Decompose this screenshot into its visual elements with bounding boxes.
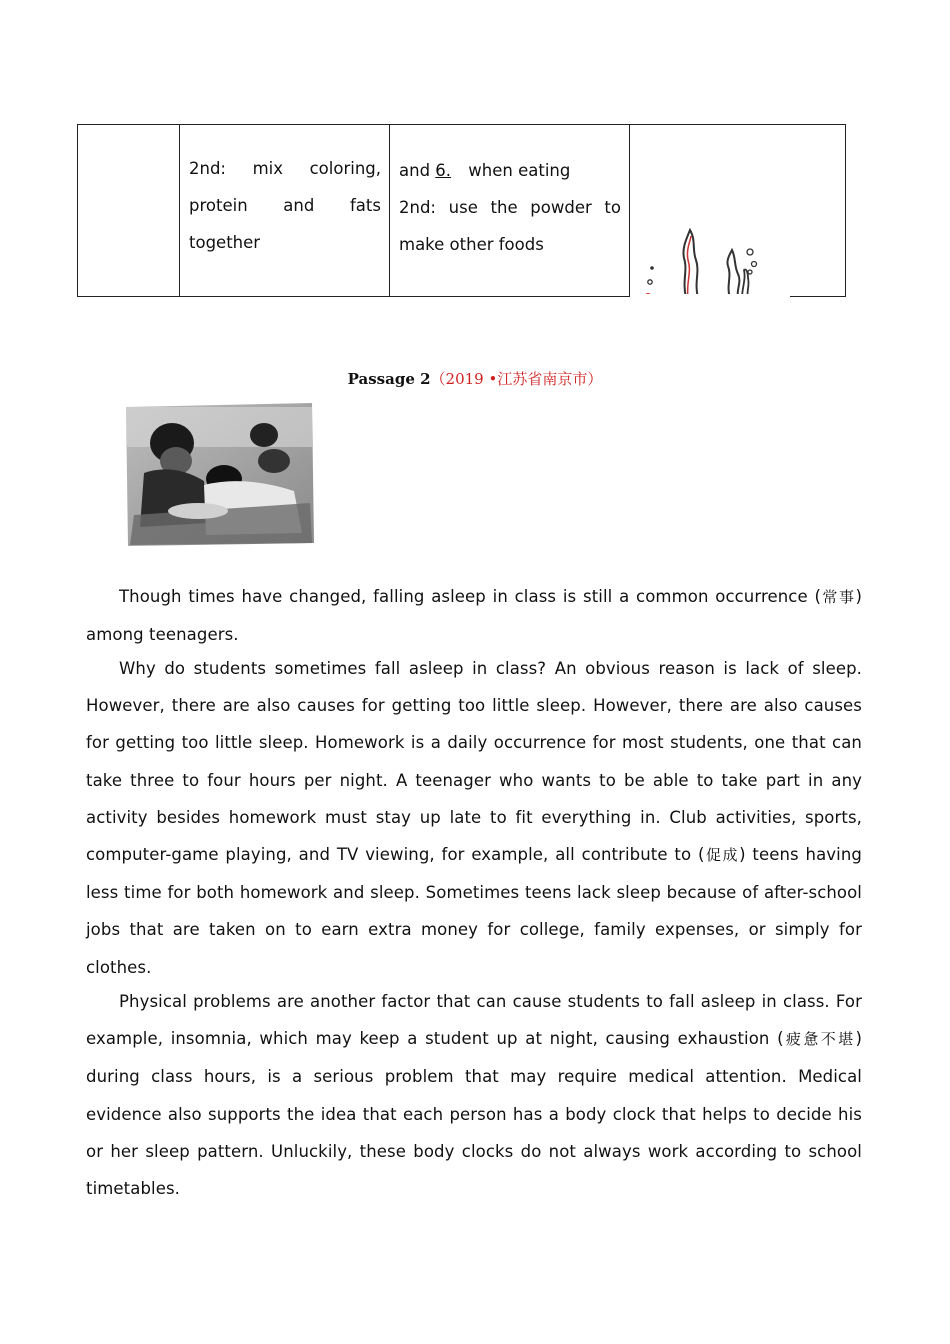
sleeping-students-photo	[124, 403, 314, 546]
cell-word: together	[189, 233, 261, 252]
answer-blank-6[interactable]: 6.	[435, 161, 452, 180]
paragraph-text: ) teens having less time for both homework and sleep. Sometimes teens lack sleep because of after-school jobs that are taken on to earn extra money for college, family expenses, or simply for clothes.	[86, 845, 862, 977]
cell-word: fats	[349, 196, 381, 215]
border-gap	[630, 294, 790, 298]
chinese-gloss: 常事	[821, 588, 856, 606]
cell-line: make other foods	[399, 235, 544, 254]
cell-word: coloring,	[309, 159, 381, 178]
table-row	[78, 125, 846, 297]
cell-line	[399, 152, 621, 189]
seaweed-illustration	[638, 220, 778, 298]
table-cell-image	[630, 125, 846, 297]
chinese-gloss: 疲惫不堪	[783, 1030, 856, 1049]
paragraph-text: Though times have changed, falling asleep in class is still a common occurrence (	[119, 587, 822, 606]
cell-word: 2nd:	[399, 198, 436, 217]
cell-word: protein	[189, 196, 248, 215]
paragraph-3	[86, 983, 862, 1207]
passage-source: （2019 •江苏省南京市）	[430, 370, 603, 388]
paragraph-text: Why do students sometimes fall asleep in class? An obvious reason is lack of sleep. However, there are also causes for getting too little sleep. However, there are also causes for getting too little sleep. Homework is a daily occurrence for most students, one that can take three to four hours per night. A teenager who wants to be able to take part in any activity besides homework must stay up late to fit everything in. Club activities, sports, computer-game playing, and TV viewing, for example, all contribute to (	[86, 659, 862, 865]
table-cell-usage	[390, 125, 630, 297]
cell-line	[189, 150, 381, 187]
passage-title	[0, 368, 950, 390]
cell-word: powder	[530, 198, 592, 217]
cell-line	[189, 224, 381, 261]
table-cell-empty	[78, 125, 180, 297]
passage-label: Passage 2	[347, 370, 431, 388]
paragraph-text: ) among teenagers.	[86, 587, 863, 645]
cell-line	[189, 187, 381, 224]
cell-word: to	[604, 198, 621, 217]
paragraph-text: ) during class hours, is a serious problem that may require medical attention. Medical evidence also supports the idea that each person has a body clock that helps to decide his or her sleep pattern. Unluckily, these body clocks do not always work according to school timetables.	[86, 1029, 863, 1199]
cell-line	[399, 189, 621, 226]
paragraph-1	[86, 578, 862, 653]
cell-text: when eating	[463, 161, 571, 180]
food-process-table	[77, 124, 846, 297]
cell-word: 2nd:	[189, 159, 226, 178]
paragraph-text: Physical problems are another factor that can cause students to fall asleep in class. For example, insomnia, which may keep a student up at night, causing exhaustion (	[86, 992, 862, 1049]
cell-word: the	[490, 198, 518, 217]
table-cell-step	[180, 125, 390, 297]
chinese-gloss: 促成	[704, 846, 740, 865]
cell-text: and	[399, 161, 436, 180]
cell-word: mix	[252, 159, 284, 178]
cell-word: use	[448, 198, 478, 217]
cell-word: and	[283, 196, 315, 215]
paragraph-2	[86, 650, 862, 986]
